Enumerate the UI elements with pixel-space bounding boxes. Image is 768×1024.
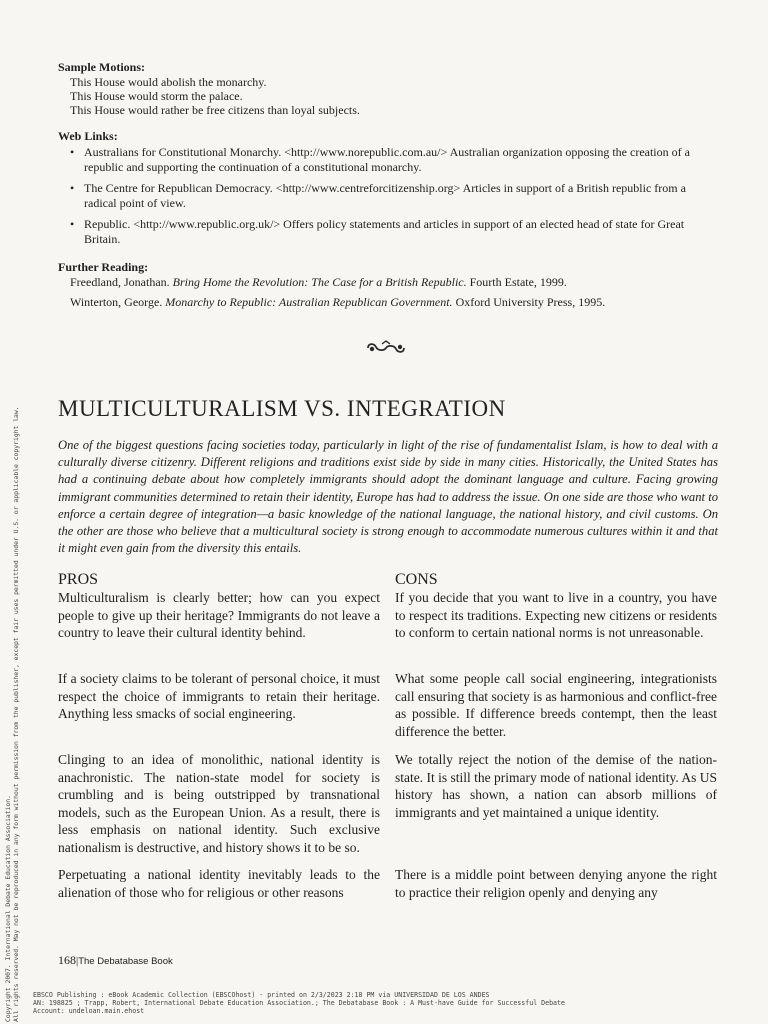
web-link-item: • Australians for Constitutional Monarchy. <http://www.norepublic.com.au/> Australian organization opposing the creation of a republic and supporting the continuation of a constitutional monarchy.	[70, 145, 718, 175]
reading-author: Winterton, George.	[70, 295, 166, 309]
reading-item	[58, 295, 718, 310]
cons-argument: If you decide that you want to live in a country, you have to respect its traditions. Expecting new citizens or residents to conform to certain national norms is not unreasonable.	[395, 590, 717, 640]
cons-argument: We totally reject the notion of the demise of the nation-state. It is still the primary mode of national identity. As US history has shown, a nation can absorb millions of immigrants and yet maintained a unique identity.	[395, 752, 717, 820]
book-title: The Debatabase Book	[78, 956, 173, 967]
sample-motions-section	[58, 60, 718, 117]
reading-author: Freedland, Jonathan.	[70, 275, 173, 289]
topic-intro: One of the biggest questions facing societies today, particularly in light of the rise of fundamentalist Islam, is how to deal with a culturally diverse citizenry. Different religions and traditions exist side by side in many cities. Historically, the United States has had a continuing debate about how completely immigrants should adopt the dominant language and culture. Facing growing immigrant communities determined to retain their identity, Europe has had to address the issue. On one side are those who want to enforce a certain degree of integration—a basic knowledge of the national language, the national history, and civil customs. On the other are those who believe that a multicultural society is strong enough to accommodate numerous cultures within it and that it might even gain from the diversity this entails.	[58, 438, 718, 556]
ebsco-account: Account: undeloan.main.ehost	[33, 1007, 145, 1015]
pros-argument: Multiculturalism is clearly better; how can you expect people to give up their heritage? Immigrants do not leave a country to leave their cultural identity behind.	[58, 590, 380, 640]
reading-title: Monarchy to Republic: Australian Republican Government.	[165, 295, 453, 309]
page-number: 168	[58, 953, 76, 967]
web-links-list	[58, 145, 718, 247]
cons-argument: What some people call social engineering, integrationists call ensuring that society is as harmonious and conflict-free as possible. If difference breeds contempt, then the least difference the better.	[395, 671, 717, 739]
reading-publisher: Oxford University Press, 1995.	[452, 295, 606, 309]
pros-argument: If a society claims to be tolerant of personal choice, it must respect the choice of immigrants to retain their heritage. Anything less smacks of social engineering.	[58, 671, 380, 721]
cons-heading: CONS	[395, 571, 438, 588]
further-reading-section	[58, 260, 718, 310]
copyright-line: Copyright 2007. International Debate Education Association.	[4, 794, 12, 1022]
sample-motions-heading: Sample Motions:	[58, 60, 145, 74]
ebsco-footer	[33, 991, 565, 1015]
footer-separator: |	[76, 955, 79, 967]
reading-publisher: Fourth Estate, 1999.	[466, 275, 567, 289]
copyright-sidebar	[4, 406, 20, 1022]
ebsco-line: EBSCO Publishing : eBook Academic Collection (EBSCOhost) - printed on 2/3/2023 2:18 PM via UNIVERSIDAD DE LOS ANDES	[33, 991, 490, 999]
ornament-graphic	[364, 340, 408, 356]
motion-item: This House would abolish the monarchy.	[70, 75, 267, 89]
reading-title: Bring Home the Revolution: The Case for a British Republic.	[172, 275, 467, 289]
pros-heading: PROS	[58, 571, 99, 588]
reading-item	[58, 275, 718, 290]
section-ornament-icon	[364, 340, 408, 356]
web-links-section	[58, 129, 718, 253]
topic-title: MULTICULTURALISM VS. INTEGRATION	[58, 396, 506, 421]
web-links-heading: Web Links:	[58, 129, 118, 143]
ebsco-line: AN: 198825 ; Trapp, Robert, International Debate Education Association.; The Debatabase Book : A Must-have Guide for Successful Debate	[33, 999, 565, 1007]
pros-argument: Clinging to an idea of monolithic, national identity is anachronistic. The nation-state model for society is crumbling and is being outstripped by transnational models, such as the European Union. As a result, there is less emphasis on national identity. Such exclusive nationalism is destructive, and history shows it to be so.	[58, 752, 380, 855]
motion-item: This House would storm the palace.	[70, 89, 243, 103]
copyright-line: All rights reserved. May not be reproduced in any form without permission from the publisher, except fair uses permitted under U.S. or applicable copyright law.	[12, 406, 20, 1022]
web-link-item: • Republic. <http://www.republic.org.uk/> Offers policy statements and articles in support of an elected head of state for Great Britain.	[70, 217, 718, 247]
motion-item: This House would rather be free citizens than loyal subjects.	[70, 103, 360, 117]
pros-argument: Perpetuating a national identity inevitably leads to the alienation of those who for religious or other reasons	[58, 867, 380, 900]
page-footer	[58, 953, 173, 968]
web-link-item: • The Centre for Republican Democracy. <http://www.centreforcitizenship.org> Articles in support of a British republic from a radical point of view.	[70, 181, 718, 211]
further-reading-heading: Further Reading:	[58, 260, 149, 274]
cons-argument: There is a middle point between denying anyone the right to practice their religion openly and denying any	[395, 867, 717, 900]
